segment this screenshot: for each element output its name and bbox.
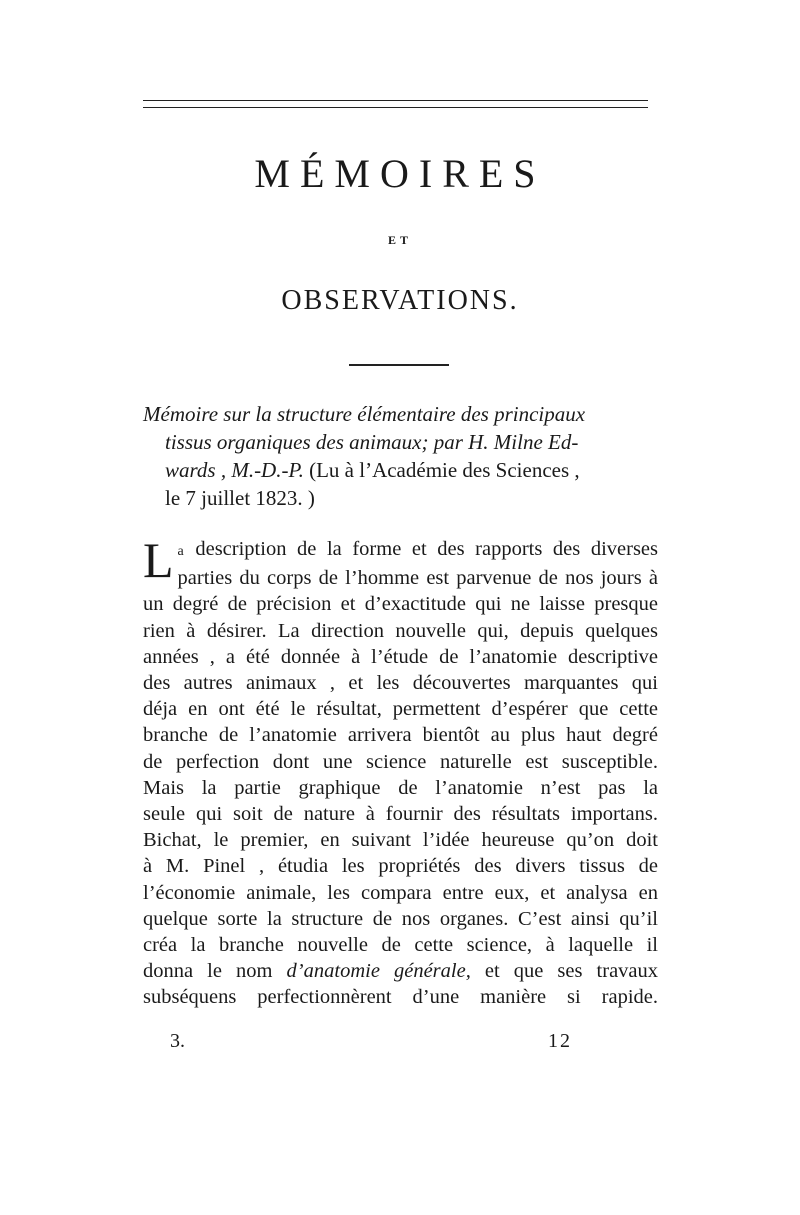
body-line-4: rien à désirer. La direction nouvelle qui, depuis quelques — [143, 619, 658, 642]
body-line-14: l’économie animale, les compara entre eux, et analysa en — [143, 881, 658, 904]
drop-cap: L — [143, 532, 174, 588]
memoir-author: wards , M.-D.-P. — [165, 458, 304, 482]
body-line-18: subséquens perfectionnèrent d’une manière si rapide. — [143, 986, 658, 1009]
italic-term: d’anatomie générale, — [286, 960, 471, 983]
body-line-13: à M. Pinel , étudia les propriétés des divers tissus de — [143, 855, 658, 878]
top-double-rule — [143, 100, 648, 108]
memoir-heading-line-2: tissus organiques des animaux; par H. Milne Ed- — [165, 430, 579, 454]
volume-number: 3. — [170, 1030, 185, 1052]
body-line-10: Mais la partie graphique de l’anatomie n’est pas la — [143, 776, 658, 799]
first-word-rest: a — [177, 544, 185, 559]
memoir-heading — [143, 400, 658, 512]
body-line-16: créa la branche nouvelle de cette science, à laquelle il — [143, 934, 658, 957]
memoir-heading-line-4: le 7 juillet 1823. ) — [165, 486, 315, 510]
body-line-8: branche de l’anatomie arrivera bientôt au plus haut degré — [143, 724, 658, 747]
memoir-heading-line-3 — [143, 456, 658, 484]
body-line-1: a description de la forme et des rapports des diverses — [177, 538, 659, 560]
page-subtitle: OBSERVATIONS. — [281, 285, 519, 316]
body-line-3: un degré de précision et d’exactitude qui ne laisse presque — [143, 593, 658, 616]
body-line-11: seule qui soit de nature à fournir des résultats importans. — [143, 803, 658, 826]
memoir-read-note: (Lu à l’Académie des Sciences , — [309, 458, 580, 482]
page-title: MÉMOIRES — [254, 151, 546, 196]
title-conjunction: ET — [387, 233, 412, 247]
body-line-12: Bichat, le premier, en suivant l’idée heureuse qu’on doit — [143, 829, 658, 852]
body-line-15: quelque sorte la structure de nos organes. C’est ainsi qu’il — [143, 907, 658, 930]
body-line-2: parties du corps de l’homme est parvenue de nos jours à — [177, 567, 658, 590]
memoir-heading-line-1: Mémoire sur la structure élémentaire des principaux — [143, 402, 586, 426]
signature-mark: 12 — [548, 1030, 572, 1052]
body-line-6: des autres animaux , et les découvertes marquantes qui — [143, 672, 658, 695]
section-divider — [349, 364, 449, 366]
body-line-5: années , a été donnée à l’étude de l’anatomie descriptive — [143, 645, 658, 668]
body-paragraph — [143, 532, 659, 1011]
body-line-7: déja en ont été le résultat, permettent d’espérer que cette — [143, 698, 658, 721]
body-line-9: de perfection dont une science naturelle est susceptible. — [143, 750, 658, 773]
body-line-17: donna le nom d’anatomie générale, et que ses travaux — [143, 960, 659, 983]
